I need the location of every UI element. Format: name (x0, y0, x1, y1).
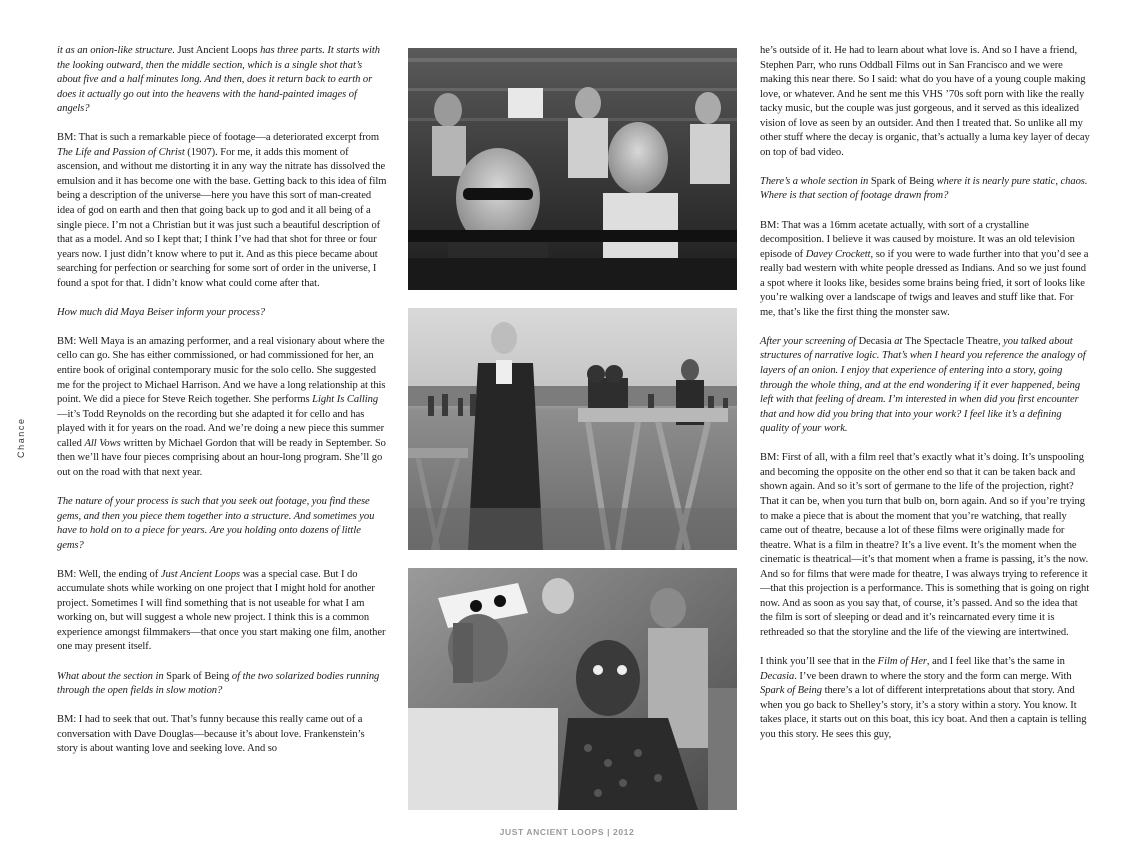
text-run: —it’s Todd Reynolds on the recording but she adapted it for cello and has played with it for years on the road. And we’re doing a new piece this summer called (57, 408, 385, 449)
interview-answer (57, 131, 387, 291)
text-run: I think you’ll see that in the (760, 655, 878, 667)
title-reference: Decasia (760, 670, 795, 682)
text-run: , you talked about structures of narrative logic. That’s when I heard you reference the analogy of layers of an onion. I enjoy that experience of entering into a story, going through the whole thing, and at the end wondering if it ever happened, being left with that feeling of dream. I’m interested in when did you first encounter that and how did you bring that into your work? I feel like it’s a defining quality of your work. (760, 335, 1086, 435)
interview-answer (760, 451, 1090, 640)
title-reference: Spark of Being (870, 175, 935, 187)
section-label: Chance (16, 417, 26, 458)
interview-question (760, 335, 1090, 437)
right-text-column (760, 44, 1090, 757)
interview-question (57, 306, 387, 321)
title-reference: All Vows (84, 437, 121, 449)
interview-answer (57, 568, 387, 655)
title-reference: Davey Crockett (805, 248, 871, 260)
title-reference: Spark of Being (760, 685, 822, 697)
title-reference: Just Ancient Loops (177, 45, 258, 56)
text-run: After your screening of (760, 335, 859, 347)
text-run: BM: Well Maya is an amazing performer, and a real visionary about where the cello can go. She has either commissioned, or had commissioned for her, an entire book of original contemporary music for the solo cello. She suggested me for the project to Michael Harrison. And we have a long relationship at this point. We did a piece for Steve Reich together. She performs (57, 335, 386, 406)
interview-answer (57, 713, 387, 757)
text-run: there’s a lot of different interpretations about that story. And when you go back to Shelley’s story, it’s a story within a story. You know. It takes place, it starts out on this boat, this icy boat. And then a captain is telling you this story. He sees this guy, (760, 685, 1087, 740)
text-run: BM: First of all, with a film reel that’s exactly what it’s doing. It’s unspooling and becoming the opposite on the other end so that it can be taken back and shown again. And so it’s sort of germane to the life of the projection, right? That it can be, when you turn that bulb on, born again. And so if you’re trying to make a piece that is about the moment that you’re watching, that really came out of theatre, because a lot of these films were originally made for theatre. What is a film in theatre? It’s a live event. It’s the moment when the cinematic is theatrical—it’s that moment when a frame is passing, it’s the now. And so for films that were made for theatre, I was always trying to reference it—that this projection is a performance. This is something that is going on right now. And as soon as you say that, of course, it’s passed. And so the idea that the film is sort of sleeping or dead and it’s reincarnated every time it is rethreaded so that the storyline and the life of the viewing are intertwined. (760, 452, 1090, 638)
text-run: where it is nearly pure static, chaos. Where is that section of footage drawn from? (760, 175, 1088, 202)
text-run: , and I feel like that’s the same in (926, 655, 1065, 667)
text-run: BM: Well, the ending of (57, 568, 161, 580)
text-run: at (891, 335, 905, 347)
text-run: The nature of your process is such that you seek out footage, you find these gems, and then you piece them together into a structure. And sometimes you have to hold on to a piece for years. Are you holding onto dozens of little gems? (57, 495, 375, 551)
interview-answer (57, 335, 387, 480)
interview-answer (760, 44, 1090, 160)
interview-question (57, 44, 387, 117)
interview-answer (760, 655, 1090, 742)
left-text-column (57, 44, 387, 771)
interview-question (57, 670, 387, 699)
text-run: was a special case. But I do accumulate shots while working on one project that I might hold for another project. Sometimes I will find something that is not useable for what I am working on, but will suggest a whole new project. I think this is a common experience amongst filmmakers—that once you start making one film, another one may present itself. (57, 568, 386, 653)
photo-crowd-looking-up (408, 48, 737, 290)
title-reference: Decasia (858, 335, 892, 347)
text-run: . I’ve been drawn to where the story and the form can merge. With (794, 670, 1072, 682)
title-reference: The Spectacle Theatre (904, 335, 998, 347)
photo-children-eclipse-viewers (408, 568, 737, 810)
page-footer: JUST ANCIENT LOOPS | 2012 (499, 827, 635, 837)
photo-field-camera-crew (408, 308, 737, 550)
title-reference: Just Ancient Loops (160, 568, 240, 580)
text-run: BM: That was a 16mm acetate actually, with sort of a crystalline decomposition. I believe it was caused by moisture. It was an old television episode of (760, 219, 1075, 260)
interview-answer (760, 219, 1090, 321)
text-run: written by Michael Gordon that will be ready in September. So then we’ll have four pieces comprising about an hour-long program. She’ll go out on the road with that next year. (57, 437, 386, 478)
text-run: he’s outside of it. He had to learn about what love is. And so I have a friend, Stephen Parr, who runs Oddball Films out in San Francisco and we were making this near there. So I said: what do you have of a young couple making love, or whatever. And he sent me this VHS ’70s soft porn with like the really tacky music, but the couple was just gorgeous, and it served as this idealized vision of love as seen by an outsider. And then I treated that. So unlike all my other stuff where the decay is organic, that’s actually a luma key layer of decay on top of bad video. (760, 45, 1090, 158)
text-run: it as an onion-like structure. (57, 45, 178, 56)
text-run: has three parts. It starts with the looking outward, then the middle section, which is a single shot that’s about five and a half minutes long. And then, does it return back to earth or does it actually go out into the heavens with the hand-painted images of angels? (57, 45, 381, 115)
title-reference: The Life and Passion of Christ (57, 146, 185, 158)
title-reference: Spark of Being (166, 670, 230, 682)
interview-question (760, 175, 1090, 204)
text-run: How much did Maya Beiser inform your process? (57, 306, 265, 318)
text-run: , so if you were to wade further into that you’d see a really bad western with white people dressed as Indians. And so we just found a spot where it looks like, besides some brains being fried, it sort of looks like you’re walking over a landscape of twigs and leaves and stuff like that. For me, that’s like the first thing the monster saw. (760, 248, 1089, 318)
text-run: BM: That is such a remarkable piece of footage—a deteriorated excerpt from (57, 132, 380, 144)
interview-question (57, 495, 387, 553)
text-run: of the two solarized bodies running through the open fields in slow motion? (57, 670, 380, 697)
title-reference: Light Is Calling (312, 394, 379, 406)
text-run: (1907). For me, it adds this moment of ascension, and without me distorting it in any way the nitrate has dissolved the emulsion and it has become one with the base. Getting back to this idea of film being a description of the universe—here you have this sort of man-created idea of god on earth and then that going back up to god and it all being of a single piece. I’m not a Christian but it was just such a beautiful description of that as a model. And so I kept that; I think I’ve had that shot for three or four years now. I just didn’t know where to put it. And as this piece became about searching for perfection or searching for some sort of order in the universe, I found a spot for that. I didn’t know what could come after that. (57, 146, 387, 289)
title-reference: Film of Her (877, 655, 927, 667)
text-run: BM: I had to seek that out. That’s funny because this really came out of a conversation with Dave Douglas—because it’s about love. Frankenstein’s story is about wanting love and seeking love. And so (57, 714, 365, 755)
text-run: What about the section in (57, 670, 167, 682)
text-run: There’s a whole section in (760, 175, 871, 187)
